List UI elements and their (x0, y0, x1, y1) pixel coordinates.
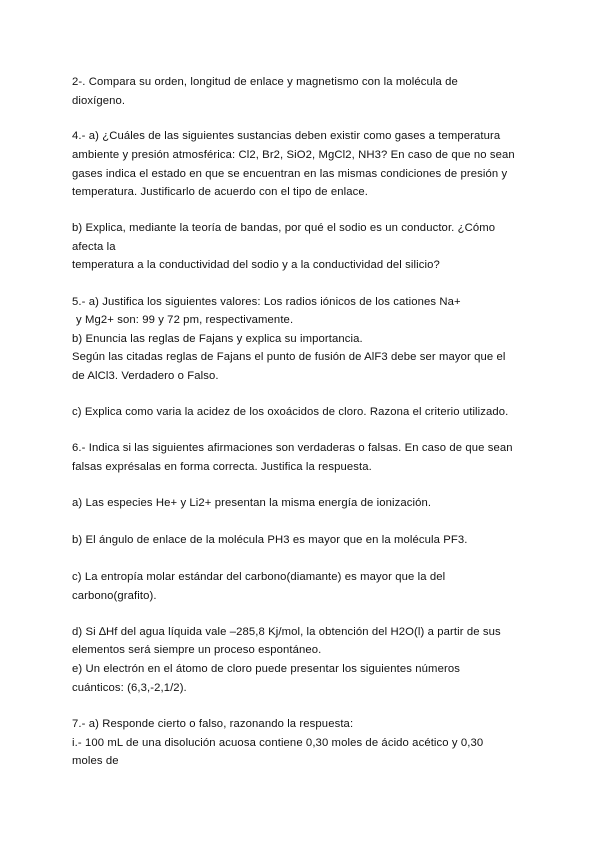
text-line: 2-. Compara su orden, longitud de enlace y magnetismo con la molécula de (72, 76, 458, 88)
text-line: 6.- Indica si las siguientes afirmaciones son verdaderas o falsas. En caso de que sean (72, 442, 513, 454)
text-line: c) Explica como varia la acidez de los oxoácidos de cloro. Razona el criterio utilizado. (72, 406, 509, 418)
text-line: 7.- a) Responde cierto o falso, razonando la respuesta: (72, 718, 354, 730)
text-line: elementos será siempre un proceso espontáneo. (72, 644, 322, 656)
text-line: temperatura a la conductividad del sodio y a la conductividad del silicio? (72, 259, 440, 271)
text-line: b) Enuncia las reglas de Fajans y explica su importancia. (72, 333, 363, 345)
text-line: Según las citadas reglas de Fajans el punto de fusión de AlF3 debe ser mayor que el (72, 351, 506, 363)
text-line: gases indica el estado en que se encuentran en las mismas condiciones de presión y (72, 168, 508, 180)
text-line: ambiente y presión atmosférica: Cl2, Br2, SiO2, MgCl2, NH3? En caso de que no sean (72, 149, 515, 161)
text-line: c) La entropía molar estándar del carbono(diamante) es mayor que la del (72, 571, 446, 583)
text-line: 4.- a) ¿Cuáles de las siguientes sustancias deben existir como gases a temperatura (72, 130, 501, 142)
text-line: carbono(grafito). (72, 590, 157, 602)
text-line: i.- 100 mL de una disolución acuosa contiene 0,30 moles de ácido acético y 0,30 (72, 737, 484, 749)
text-line: afecta la (72, 241, 116, 253)
text-line: temperatura. Justificarlo de acuerdo con el tipo de enlace. (72, 186, 369, 198)
text-line: y Mg2+ son: 99 y 72 pm, respectivamente. (76, 314, 294, 326)
text-line: moles de (72, 755, 119, 767)
text-line: de AlCl3. Verdadero o Falso. (72, 370, 219, 382)
text-line: 5.- a) Justifica los siguientes valores: Los radios iónicos de los cationes Na+ (72, 296, 461, 308)
text-line: b) El ángulo de enlace de la molécula PH3 es mayor que en la molécula PF3. (72, 534, 468, 546)
text-line: d) Si ∆Hf del agua líquida vale –285,8 Kj/mol, la obtención del H2O(l) a partir de sus (72, 626, 501, 638)
text-line: dioxígeno. (72, 95, 126, 107)
text-line: b) Explica, mediante la teoría de bandas, por qué el sodio es un conductor. ¿Cómo (72, 222, 496, 234)
text-line: cuánticos: (6,3,-2,1/2). (72, 682, 187, 694)
text-line: a) Las especies He+ y Li2+ presentan la misma energía de ionización. (72, 497, 432, 509)
text-line: falsas exprésalas en forma correcta. Justifica la respuesta. (72, 461, 372, 473)
text-line: e) Un electrón en el átomo de cloro puede presentar los siguientes números (72, 663, 460, 675)
